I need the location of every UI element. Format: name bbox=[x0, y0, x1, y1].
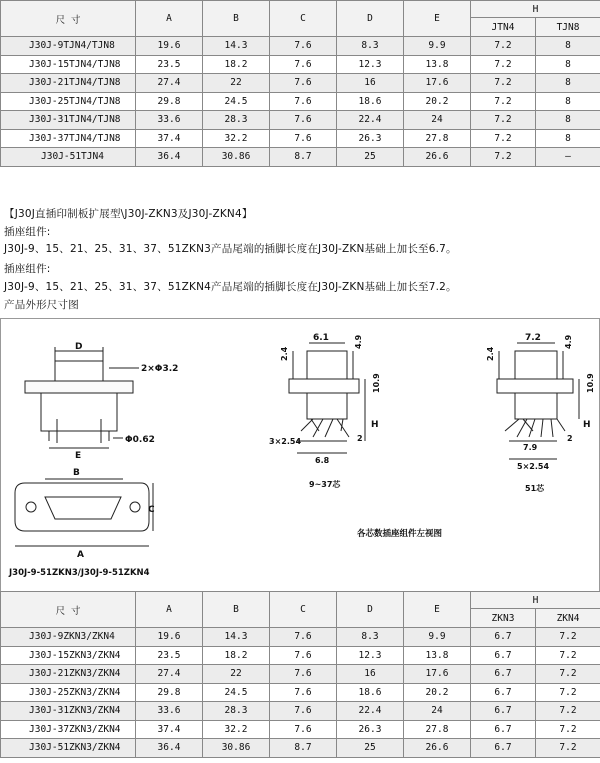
header-c: C bbox=[270, 1, 337, 37]
cell: 9.9 bbox=[404, 37, 471, 56]
front-view bbox=[25, 347, 139, 448]
dim-e: E bbox=[75, 451, 82, 461]
cell: 8.3 bbox=[337, 628, 404, 647]
cell: 7.2 bbox=[471, 129, 536, 148]
header-d: D bbox=[337, 592, 404, 628]
cell: 33.6 bbox=[136, 111, 203, 130]
socket-label-2: 插座组件: bbox=[4, 263, 51, 275]
cell: 7.6 bbox=[270, 720, 337, 739]
cell: 25 bbox=[337, 739, 404, 758]
header-size: 尺 寸 bbox=[1, 1, 136, 37]
cell-model: J30J-25ZKN3/ZKN4 bbox=[1, 683, 136, 702]
cell: 19.6 bbox=[136, 37, 203, 56]
cell: 18.6 bbox=[337, 683, 404, 702]
table-row bbox=[1, 702, 600, 721]
header-a: A bbox=[136, 1, 203, 37]
table-row bbox=[1, 628, 600, 647]
cell: 28.3 bbox=[203, 111, 270, 130]
cell: 26.3 bbox=[337, 129, 404, 148]
v1-h: H bbox=[371, 420, 379, 430]
cell: 22.4 bbox=[337, 111, 404, 130]
cell: 14.3 bbox=[203, 628, 270, 647]
cell: 6.7 bbox=[471, 646, 536, 665]
table-row bbox=[1, 739, 600, 758]
header-e: E bbox=[404, 592, 471, 628]
cell: 32.2 bbox=[203, 720, 270, 739]
v2-109: 10.9 bbox=[586, 373, 595, 393]
cell: 27.4 bbox=[136, 74, 203, 93]
header-h: H bbox=[471, 1, 600, 18]
v2-caption: 51芯 bbox=[525, 484, 545, 493]
table-row bbox=[1, 646, 600, 665]
cell-model: J30J-25TJN4/TJN8 bbox=[1, 92, 136, 111]
cell: 24.5 bbox=[203, 683, 270, 702]
v1-109: 10.9 bbox=[372, 373, 381, 393]
dim-pin: Φ0.62 bbox=[125, 435, 155, 445]
cell: 18.6 bbox=[337, 92, 404, 111]
v1-49: 4.9 bbox=[354, 334, 363, 349]
drawing-svg bbox=[1, 319, 599, 591]
cell: 7.2 bbox=[536, 683, 600, 702]
cell: 13.8 bbox=[404, 55, 471, 74]
header-b: B bbox=[203, 1, 270, 37]
header-h-tjn8: TJN8 bbox=[536, 18, 600, 37]
cell: 6.7 bbox=[471, 702, 536, 721]
cell-model: J30J-15ZKN3/ZKN4 bbox=[1, 646, 136, 665]
cell: 33.6 bbox=[136, 702, 203, 721]
cell: 7.2 bbox=[536, 665, 600, 684]
cell: 7.2 bbox=[471, 148, 536, 167]
cell: 30.86 bbox=[203, 739, 270, 758]
cell-model: J30J-37TJN4/TJN8 bbox=[1, 129, 136, 148]
header-a: A bbox=[136, 592, 203, 628]
header-d: D bbox=[337, 1, 404, 37]
cell: 17.6 bbox=[404, 74, 471, 93]
cell: – bbox=[536, 148, 600, 167]
table-row bbox=[1, 720, 600, 739]
cell: 7.6 bbox=[270, 129, 337, 148]
cell: 23.5 bbox=[136, 55, 203, 74]
cell: 7.2 bbox=[536, 628, 600, 647]
cell: 8.3 bbox=[337, 37, 404, 56]
cell: 22 bbox=[203, 665, 270, 684]
cell: 7.2 bbox=[471, 74, 536, 93]
cell: 7.2 bbox=[536, 702, 600, 721]
v2-24: 2.4 bbox=[486, 346, 495, 361]
cell: 7.6 bbox=[270, 55, 337, 74]
cell: 6.7 bbox=[471, 628, 536, 647]
cell: 23.5 bbox=[136, 646, 203, 665]
cell-model: J30J-9ZKN3/ZKN4 bbox=[1, 628, 136, 647]
cell: 7.2 bbox=[536, 720, 600, 739]
cell: 7.2 bbox=[471, 37, 536, 56]
cell: 27.4 bbox=[136, 665, 203, 684]
cell: 14.3 bbox=[203, 37, 270, 56]
dim-hole: 2×Φ3.2 bbox=[141, 364, 179, 374]
cell: 29.8 bbox=[136, 683, 203, 702]
header-size: 尺 寸 bbox=[1, 592, 136, 628]
cell-model: J30J-21TJN4/TJN8 bbox=[1, 74, 136, 93]
cell: 7.6 bbox=[270, 702, 337, 721]
cell: 30.86 bbox=[203, 148, 270, 167]
cell: 36.4 bbox=[136, 739, 203, 758]
cell: 7.6 bbox=[270, 646, 337, 665]
v1-top: 6.1 bbox=[313, 333, 329, 343]
cell: 7.2 bbox=[471, 92, 536, 111]
cell: 7.6 bbox=[270, 37, 337, 56]
cell: 20.2 bbox=[404, 683, 471, 702]
dimension-drawing bbox=[0, 318, 600, 592]
socket-label-1: 插座组件: bbox=[4, 226, 51, 238]
side-view-caption: 各芯数插座组件左视图 bbox=[357, 529, 443, 539]
dimension-table-tjn bbox=[0, 0, 600, 167]
cell: 7.6 bbox=[270, 628, 337, 647]
cell: 7.6 bbox=[270, 92, 337, 111]
cell: 16 bbox=[337, 665, 404, 684]
cell: 26.6 bbox=[404, 739, 471, 758]
header-h-jtn4: JTN4 bbox=[471, 18, 536, 37]
table-row bbox=[1, 665, 600, 684]
cell: 24 bbox=[404, 111, 471, 130]
table-row bbox=[1, 111, 600, 130]
cell: 36.4 bbox=[136, 148, 203, 167]
cell: 8 bbox=[536, 129, 600, 148]
cell-model: J30J-21ZKN3/ZKN4 bbox=[1, 665, 136, 684]
v2-top: 7.2 bbox=[525, 333, 541, 343]
cell: 29.8 bbox=[136, 92, 203, 111]
cell: 8.7 bbox=[270, 148, 337, 167]
cell: 19.6 bbox=[136, 628, 203, 647]
section-title: 【J30J直插印制板扩展型\J30J-ZKN3及J30J-ZKN4】 bbox=[4, 208, 253, 220]
cell: 7.2 bbox=[536, 739, 600, 758]
bottom-view bbox=[15, 479, 153, 546]
cell: 7.6 bbox=[270, 111, 337, 130]
cell: 8 bbox=[536, 55, 600, 74]
cell: 27.8 bbox=[404, 720, 471, 739]
header-e: E bbox=[404, 1, 471, 37]
dim-b: B bbox=[73, 468, 80, 478]
v1-68: 6.8 bbox=[315, 456, 330, 465]
cell: 24 bbox=[404, 702, 471, 721]
cell: 18.2 bbox=[203, 646, 270, 665]
outline-drawing-label: 产品外形尺寸图 bbox=[4, 299, 79, 311]
cell: 37.4 bbox=[136, 129, 203, 148]
cell: 26.6 bbox=[404, 148, 471, 167]
cell: 6.7 bbox=[471, 683, 536, 702]
v1-pitch: 3×2.54 bbox=[269, 437, 302, 446]
cell: 6.7 bbox=[471, 739, 536, 758]
table-row bbox=[1, 37, 600, 56]
v2-49: 4.9 bbox=[564, 334, 573, 349]
cell-model: J30J-37ZKN3/ZKN4 bbox=[1, 720, 136, 739]
table-row bbox=[1, 92, 600, 111]
cell: 8.7 bbox=[270, 739, 337, 758]
cell: 37.4 bbox=[136, 720, 203, 739]
cell: 7.6 bbox=[270, 683, 337, 702]
cell: 16 bbox=[337, 74, 404, 93]
v1-caption: 9~37芯 bbox=[309, 480, 341, 489]
header-h: H bbox=[471, 592, 600, 609]
cell: 32.2 bbox=[203, 129, 270, 148]
header-h-zkn4: ZKN4 bbox=[536, 609, 600, 628]
table-row bbox=[1, 55, 600, 74]
cell: 22.4 bbox=[337, 702, 404, 721]
cell: 6.7 bbox=[471, 720, 536, 739]
cell: 7.6 bbox=[270, 665, 337, 684]
dimension-table-zkn bbox=[0, 591, 600, 758]
cell: 8 bbox=[536, 92, 600, 111]
cell: 9.9 bbox=[404, 628, 471, 647]
v2-79: 7.9 bbox=[523, 443, 538, 452]
part-number-label: J30J-9-51ZKN3/J30J-9-51ZKN4 bbox=[9, 568, 150, 578]
cell: 22 bbox=[203, 74, 270, 93]
cell: 13.8 bbox=[404, 646, 471, 665]
cell: 7.6 bbox=[270, 74, 337, 93]
table-row bbox=[1, 683, 600, 702]
dim-a: A bbox=[77, 550, 84, 560]
v2-2: 2 bbox=[567, 434, 573, 443]
cell: 7.2 bbox=[471, 111, 536, 130]
table-row bbox=[1, 148, 600, 167]
dim-c: C bbox=[148, 505, 155, 515]
header-c: C bbox=[270, 592, 337, 628]
cell: 6.7 bbox=[471, 665, 536, 684]
cell: 26.3 bbox=[337, 720, 404, 739]
cell-model: J30J-51TJN4 bbox=[1, 148, 136, 167]
socket-desc-2: J30J-9、15、21、25、31、37、51ZKN4产品尾端的插脚长度在J30J-ZKN基础上加长至7.2。 bbox=[4, 281, 457, 293]
table-row bbox=[1, 129, 600, 148]
cell: 12.3 bbox=[337, 646, 404, 665]
cell: 24.5 bbox=[203, 92, 270, 111]
cell: 8 bbox=[536, 74, 600, 93]
table-row bbox=[1, 74, 600, 93]
socket-desc-1: J30J-9、15、21、25、31、37、51ZKN3产品尾端的插脚长度在J30J-ZKN基础上加长至6.7。 bbox=[4, 243, 457, 255]
cell: 17.6 bbox=[404, 665, 471, 684]
v2-h: H bbox=[583, 420, 591, 430]
cell: 8 bbox=[536, 111, 600, 130]
cell: 25 bbox=[337, 148, 404, 167]
cell-model: J30J-9TJN4/TJN8 bbox=[1, 37, 136, 56]
cell: 18.2 bbox=[203, 55, 270, 74]
cell: 7.2 bbox=[536, 646, 600, 665]
v2-pitch: 5×2.54 bbox=[517, 462, 550, 471]
cell-model: J30J-15TJN4/TJN8 bbox=[1, 55, 136, 74]
v1-24: 2.4 bbox=[280, 346, 289, 361]
cell: 12.3 bbox=[337, 55, 404, 74]
header-b: B bbox=[203, 592, 270, 628]
cell-model: J30J-51ZKN3/ZKN4 bbox=[1, 739, 136, 758]
dim-d: D bbox=[75, 342, 83, 352]
v1-2: 2 bbox=[357, 434, 363, 443]
cell: 28.3 bbox=[203, 702, 270, 721]
cell: 27.8 bbox=[404, 129, 471, 148]
cell-model: J30J-31TJN4/TJN8 bbox=[1, 111, 136, 130]
cell: 8 bbox=[536, 37, 600, 56]
cell: 7.2 bbox=[471, 55, 536, 74]
cell-model: J30J-31ZKN3/ZKN4 bbox=[1, 702, 136, 721]
header-h-zkn3: ZKN3 bbox=[471, 609, 536, 628]
cell: 20.2 bbox=[404, 92, 471, 111]
